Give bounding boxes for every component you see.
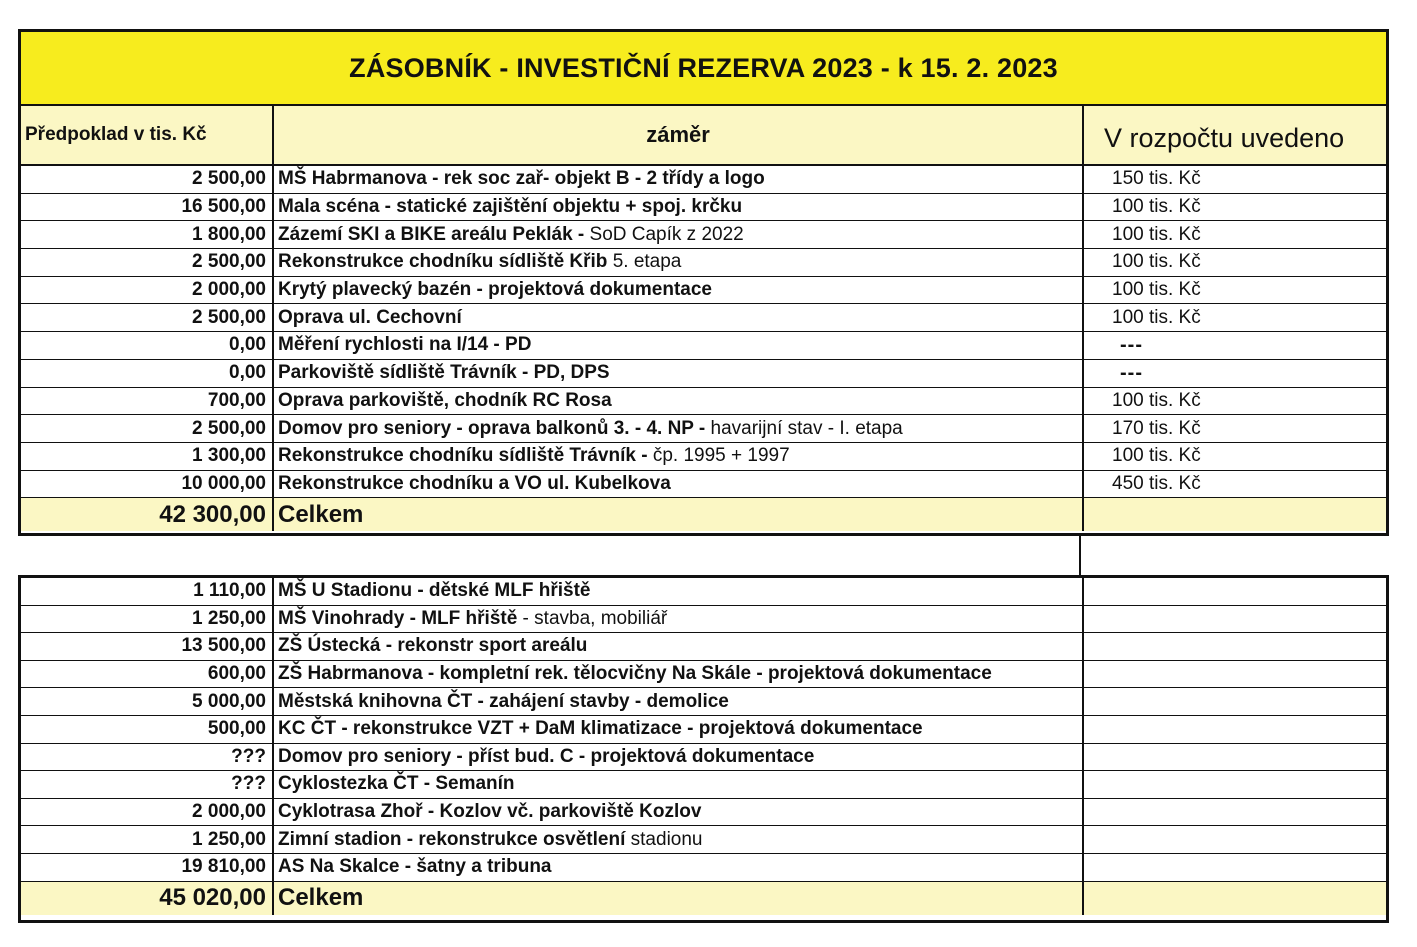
table-row [21,166,1386,194]
description-cell [274,744,1084,771]
amount-cell: 10 000,00 [21,471,274,498]
amount-cell: 16 500,00 [21,194,274,221]
description-cell [274,443,1084,470]
table-row [21,194,1386,222]
amount-cell: 1 800,00 [21,221,274,248]
table-title: ZÁSOBNÍK - INVESTIČNÍ REZERVA 2023 - k 15. 2. 2023 [21,32,1386,106]
description-cell [274,332,1084,359]
description-bold: Oprava ul. Cechovní [278,306,462,328]
amount-cell: 13 500,00 [21,633,274,660]
table-row [21,443,1386,471]
budget-cell: 100 tis. Kč [1112,223,1201,245]
budget-cell [1084,744,1386,771]
amount-cell: ??? [21,744,274,771]
table1-total-amount: 42 300,00 [21,498,274,531]
amount-cell: 1 110,00 [21,578,274,605]
budget-cell [1084,854,1386,881]
amount-cell: 2 500,00 [21,249,274,276]
budget-cell [1084,826,1386,853]
amount-cell: 2 500,00 [21,415,274,442]
description-cell [274,606,1084,633]
table1-total-row [21,498,1386,531]
description-bold: Cyklostezka ČT - Semanín [278,773,515,795]
table-row [21,578,1386,606]
budget-cell [1084,799,1386,826]
budget-cell: 100 tis. Kč [1112,196,1201,218]
description-cell [274,471,1084,498]
description-bold: MŠ Vinohrady - MLF hřiště [278,607,518,629]
table-row [21,688,1386,716]
description-cell [274,166,1084,193]
amount-cell: 19 810,00 [21,854,274,881]
description-bold: Zázemí SKI a BIKE areálu Peklák - [278,223,585,245]
header-predpoklad: Předpoklad v tis. Kč [21,106,274,164]
description-bold: MŠ Habrmanova - rek soc zař- objekt B - 2 třídy a logo [278,168,765,190]
budget-cell: 150 tis. Kč [1112,168,1201,190]
budget-cell [1084,633,1386,660]
budget-cell: 100 tis. Kč [1112,306,1201,328]
table2-total-label: Celkem [274,882,1084,915]
budget-cell [1084,661,1386,688]
description-cell [274,826,1084,853]
amount-cell: 0,00 [21,332,274,359]
description-cell [274,249,1084,276]
description-cell [274,688,1084,715]
description-bold: Městská knihovna ČT - zahájení stavby - demolice [278,690,729,712]
amount-cell: 5 000,00 [21,688,274,715]
description-bold: Zimní stadion - rekonstrukce osvětlení [278,828,626,850]
description-cell [274,661,1084,688]
amount-cell: 500,00 [21,716,274,743]
header-rozpocet: V rozpočtu uvedeno [1104,123,1345,153]
table-row [21,744,1386,772]
description-bold: Parkoviště sídliště Trávník - PD, DPS [278,362,610,384]
budget-cell [1084,606,1386,633]
table-row [21,388,1386,416]
amount-cell: 1 250,00 [21,826,274,853]
description-normal: čp. 1995 + 1997 [647,445,790,467]
amount-cell: 1 250,00 [21,606,274,633]
amount-cell: 0,00 [21,360,274,387]
budget-cell: 100 tis. Kč [1112,251,1201,273]
description-bold: Rekonstrukce chodníku a VO ul. Kubelkova [278,472,671,494]
amount-cell: 600,00 [21,661,274,688]
description-bold: Mala scéna - statické zajištění objektu + spoj. krčku [278,196,743,218]
description-cell [274,578,1084,605]
description-cell [274,221,1084,248]
budget-cell [1084,578,1386,605]
budget-cell: 450 tis. Kč [1112,472,1201,494]
description-cell [274,277,1084,304]
header-row [21,106,1386,166]
table-row [21,471,1386,499]
description-bold: AS Na Skalce - šatny a tribuna [278,856,552,878]
amount-cell: 2 500,00 [21,304,274,331]
budget-cell: 170 tis. Kč [1112,417,1201,439]
table-row [21,415,1386,443]
table-row [21,221,1386,249]
budget-cell [1084,716,1386,743]
table2-total-row [21,882,1386,915]
description-normal: havarijní stav - I. etapa [705,417,903,439]
description-bold: ZŠ Habrmanova - kompletní rek. tělocvičny Na Skále - projektová dokumentace [278,663,992,685]
description-cell [274,854,1084,881]
budget-cell: 100 tis. Kč [1112,279,1201,301]
column-divider [1079,536,1081,575]
amount-cell: 700,00 [21,388,274,415]
table-row [21,633,1386,661]
investment-reserve-table-2 [18,575,1389,923]
description-bold: Domov pro seniory - oprava balkonů 3. - 4. NP - [278,417,706,439]
table-row [21,771,1386,799]
amount-cell: 1 300,00 [21,443,274,470]
description-cell [274,633,1084,660]
budget-cell: 100 tis. Kč [1112,389,1201,411]
table1-body [21,166,1386,498]
description-bold: Krytý plavecký bazén - projektová dokumentace [278,279,712,301]
description-bold: Oprava parkoviště, chodník RC Rosa [278,389,612,411]
description-bold: ZŠ Ústecká - rekonstr sport areálu [278,635,588,657]
budget-cell: --- [1120,361,1143,384]
table-row [21,249,1386,277]
description-cell [274,194,1084,221]
description-cell [274,415,1084,442]
budget-cell [1084,688,1386,715]
table-row [21,332,1386,360]
table-row [21,360,1386,388]
description-normal: SoD Capík z 2022 [584,223,744,245]
table-row [21,799,1386,827]
table-row [21,661,1386,689]
description-normal: stadionu [625,828,703,850]
description-bold: KC ČT - rekonstrukce VZT + DaM klimatizace - projektová dokumentace [278,718,923,740]
description-normal: - stavba, mobiliář [517,607,668,629]
table-row [21,277,1386,305]
header-zamer: záměr [274,106,1084,164]
description-cell [274,304,1084,331]
investment-reserve-table [18,29,1389,536]
table-row [21,826,1386,854]
table-row [21,854,1386,882]
description-bold: Rekonstrukce chodníku sídliště Trávník - [278,445,648,467]
description-cell [274,388,1084,415]
amount-cell: ??? [21,771,274,798]
description-cell [274,716,1084,743]
description-bold: Domov pro seniory - příst bud. C - projektová dokumentace [278,745,815,767]
budget-cell: 100 tis. Kč [1112,445,1201,467]
description-bold: MŠ U Stadionu - dětské MLF hřiště [278,580,591,602]
amount-cell: 2 000,00 [21,799,274,826]
description-cell [274,771,1084,798]
description-normal: 5. etapa [607,251,682,273]
description-cell [274,360,1084,387]
table-row [21,716,1386,744]
description-bold: Měření rychlosti na I/14 - PD [278,334,532,356]
table-row [21,606,1386,634]
description-bold: Cyklotrasa Zhoř - Kozlov vč. parkoviště Kozlov [278,801,702,823]
budget-cell: --- [1120,333,1143,356]
table-row [21,304,1386,332]
description-cell [274,799,1084,826]
amount-cell: 2 000,00 [21,277,274,304]
table1-total-budget [1084,498,1386,531]
description-bold: Rekonstrukce chodníku sídliště Křib [278,251,608,273]
table2-total-budget [1084,882,1386,915]
table2-total-amount: 45 020,00 [21,882,274,915]
table1-total-label: Celkem [274,498,1084,531]
table2-body [21,578,1386,882]
budget-cell [1084,771,1386,798]
amount-cell: 2 500,00 [21,166,274,193]
